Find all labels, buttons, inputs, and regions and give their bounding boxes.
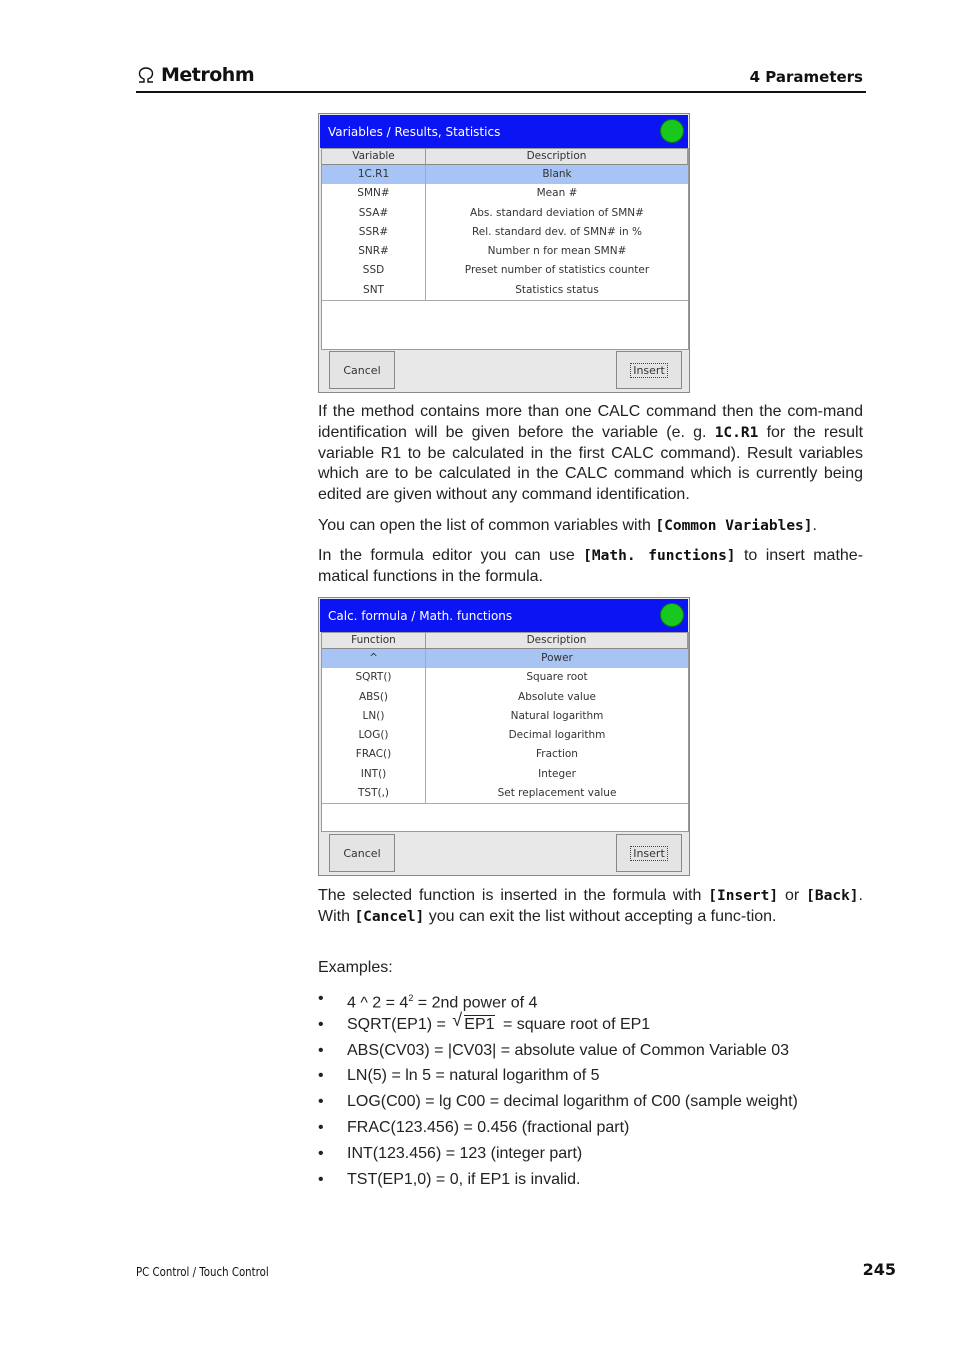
math-functions-dialog	[318, 597, 690, 876]
cell-variable: SMN#	[322, 184, 426, 203]
text: . With	[318, 887, 863, 925]
cell-variable: SSD	[322, 261, 426, 280]
cell-function: FRAC()	[322, 745, 426, 764]
list-item: • ABS(CV03) = |CV03| = absolute value of Common Variable 03	[318, 1038, 798, 1064]
superscript: 2	[408, 993, 414, 1003]
cell-description: Decimal logarithm	[508, 729, 606, 742]
paragraph-common-variables	[318, 516, 863, 537]
cancel-button[interactable]: Cancel	[329, 834, 395, 872]
table-row[interactable]	[322, 784, 688, 803]
variables-dialog	[318, 113, 690, 393]
text: If the method contains more than one CALC command then the com-mand identification will be given before the variable (e. g.	[318, 403, 863, 441]
text: .	[812, 517, 817, 534]
table-empty-area	[322, 300, 688, 301]
dialog-title: Calc. formula / Math. functions	[328, 609, 513, 623]
text: The selected function is inserted in the formula with	[318, 887, 709, 904]
code-button-ref: [Cancel]	[354, 908, 425, 925]
functions-table	[321, 632, 689, 832]
examples-label: Examples:	[318, 959, 393, 976]
dialog-titlebar	[320, 599, 688, 632]
code-button-ref: [Insert]	[708, 888, 779, 904]
list-item: • INT(123.456) = 123 (integer part)	[318, 1141, 798, 1167]
cell-description: Abs. standard deviation of SMN#	[470, 206, 644, 219]
cell-description: Preset number of statistics counter	[464, 264, 650, 277]
footer-product: PC Control / Touch Control	[136, 1265, 269, 1279]
table-row[interactable]	[322, 165, 688, 184]
text: SQRT(EP1) =	[347, 1015, 451, 1033]
code-variable: 1C.R1	[714, 424, 759, 441]
code-button-ref: [Back]	[806, 888, 859, 904]
cell-description: Rel. standard dev. of SMN# in %	[471, 225, 643, 238]
text: for the result variable R1 to be calculated in the first CALC command). Result variables which are to be calculated in the CALC command which is currently being edited are given without any command identification.	[318, 423, 864, 504]
text: or	[778, 887, 807, 904]
text: 4 ^ 2 = 4	[347, 994, 409, 1012]
cell-description: Statistics status	[515, 283, 599, 296]
cell-description: Fraction	[536, 748, 578, 761]
table-row[interactable]	[322, 649, 688, 668]
insert-button[interactable]	[616, 834, 682, 872]
code-button-ref: [Common Variables]	[655, 518, 813, 534]
list-item: • FRAC(123.456) = 0.456 (fractional part)	[318, 1115, 798, 1141]
text: you can exit the list without accepting a func-tion.	[424, 907, 777, 925]
omega-logo-icon	[136, 67, 156, 83]
cell-description: Power	[541, 652, 573, 664]
table-empty-area	[322, 803, 688, 804]
table-row[interactable]	[322, 281, 688, 300]
variables-table	[321, 148, 689, 350]
cell-function: ^	[322, 649, 426, 668]
cell-function: INT()	[322, 765, 426, 784]
cancel-button[interactable]: Cancel	[329, 351, 395, 389]
cell-function: SQRT()	[322, 668, 426, 687]
cell-function: TST(,)	[322, 784, 426, 803]
table-row[interactable]	[322, 184, 688, 203]
column-header-variable[interactable]: Variable	[322, 149, 426, 164]
cell-description: Blank	[542, 168, 572, 180]
radical-icon: √	[452, 1009, 463, 1030]
header-rule	[136, 91, 866, 93]
cell-description: Absolute value	[518, 690, 596, 703]
brand-name: Metrohm	[161, 64, 255, 86]
list-item: • TST(EP1,0) = 0, if EP1 is invalid.	[318, 1167, 798, 1193]
paragraph-command-identification	[318, 402, 863, 506]
insert-button[interactable]	[616, 351, 682, 389]
dialog-title: Variables / Results, Statistics	[328, 125, 501, 139]
text: You can open the list of common variables with	[318, 517, 656, 534]
table-row[interactable]	[322, 745, 688, 764]
insert-button-label: Insert	[630, 846, 668, 861]
insert-button-label: Insert	[630, 363, 668, 378]
cell-description: Square root	[526, 671, 588, 684]
table-header	[322, 149, 688, 165]
cell-variable: SNT	[322, 281, 426, 300]
code-button-ref: [Math. functions]	[583, 548, 736, 564]
square-root-expression	[452, 1009, 495, 1038]
cell-description: Mean #	[536, 187, 578, 200]
text: to insert mathe-matical functions in the formula.	[318, 547, 864, 585]
text: = square root of EP1	[498, 1015, 651, 1033]
paragraph-insert-back-cancel	[318, 886, 863, 928]
table-header	[322, 633, 688, 649]
table-row[interactable]	[322, 204, 688, 223]
cell-variable: SSR#	[322, 223, 426, 242]
cell-description: Set replacement value	[497, 787, 617, 800]
table-row[interactable]	[322, 242, 688, 261]
brand-logo	[136, 64, 254, 86]
cell-description: Number n for mean SMN#	[487, 245, 627, 258]
text: = 2nd power of 4	[413, 994, 538, 1012]
table-row[interactable]	[322, 726, 688, 745]
page-number: 245	[862, 1260, 896, 1279]
cell-function: ABS()	[322, 688, 426, 707]
table-row[interactable]	[322, 223, 688, 242]
cell-variable: SSA#	[322, 204, 426, 223]
radicand: EP1	[464, 1015, 495, 1033]
table-row[interactable]	[322, 261, 688, 280]
section-title: 4 Parameters	[749, 68, 863, 86]
list-item: • LN(5) = ln 5 = natural logarithm of 5	[318, 1063, 798, 1089]
status-led-icon	[660, 603, 684, 627]
table-row[interactable]	[322, 688, 688, 707]
cell-function: LN()	[322, 707, 426, 726]
cell-description: Integer	[538, 767, 576, 780]
column-header-description[interactable]: Description	[426, 149, 688, 164]
cell-function: LOG()	[322, 726, 426, 745]
cell-variable: SNR#	[322, 242, 426, 261]
column-header-function[interactable]: Function	[322, 633, 426, 648]
dialog-titlebar	[320, 115, 688, 148]
column-header-description[interactable]: Description	[426, 633, 688, 648]
text: In the formula editor you can use	[318, 547, 584, 564]
paragraph-math-functions	[318, 546, 863, 588]
table-row[interactable]	[322, 765, 688, 784]
list-item: • LOG(C00) = lg C00 = decimal logarithm of C00 (sample weight)	[318, 1089, 798, 1115]
cell-variable: 1C.R1	[322, 165, 426, 184]
list-item	[318, 986, 798, 1012]
table-row[interactable]	[322, 707, 688, 726]
list-item	[318, 1009, 798, 1038]
table-row[interactable]	[322, 668, 688, 687]
status-led-icon	[660, 119, 684, 143]
examples-list	[318, 986, 798, 1192]
cell-description: Natural logarithm	[510, 709, 604, 722]
